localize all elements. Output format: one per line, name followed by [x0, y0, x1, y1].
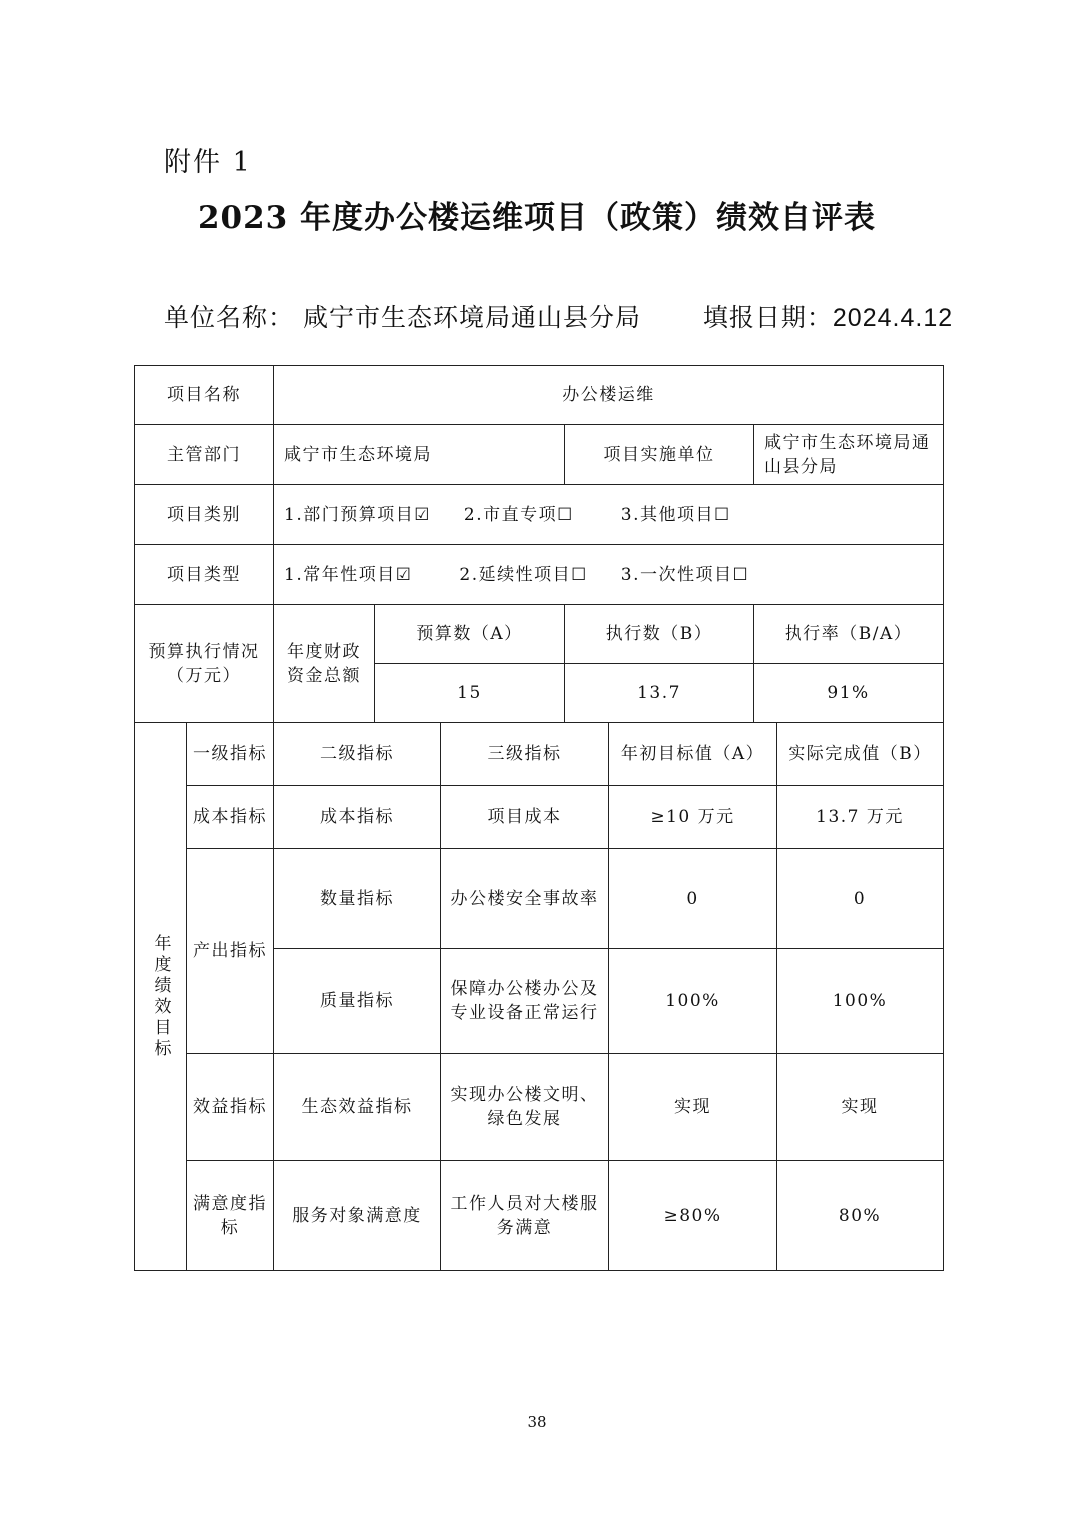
budget-col-rate: 执行率（B/A）	[754, 605, 944, 664]
evaluation-table	[134, 365, 944, 1271]
satisfaction-l3: 工作人员对大楼服务满意	[441, 1161, 609, 1271]
page-number: 38	[527, 1413, 547, 1431]
checked-box-icon[interactable]: ☑	[414, 504, 431, 525]
budget-col-b: 执行数（B）	[565, 605, 754, 664]
unchecked-box-icon[interactable]: ☐	[557, 504, 574, 525]
cost-l3: 项目成本	[441, 786, 609, 849]
quantity-l3: 办公楼安全事故率	[441, 849, 609, 949]
benefit-l3: 实现办公楼文明、绿色发展	[441, 1054, 609, 1161]
quantity-target: 0	[609, 849, 777, 949]
goals-header-actual: 实际完成值（B）	[777, 723, 944, 786]
goals-header-l2: 二级指标	[274, 723, 441, 786]
satisfaction-actual: 80%	[777, 1161, 944, 1271]
goals-header-l3: 三级指标	[441, 723, 609, 786]
impl-unit-label: 项目实施单位	[565, 425, 754, 485]
category-option-2: 2.市直专项	[463, 504, 558, 525]
type-option-3: 3.一次性项目	[620, 564, 733, 585]
satisfaction-target: ≥80%	[609, 1161, 777, 1271]
cost-l2: 成本指标	[274, 786, 441, 849]
benefit-l1: 效益指标	[187, 1054, 274, 1161]
cost-actual: 13.7 万元	[777, 786, 944, 849]
quality-l3: 保障办公楼办公及专业设备正常运行	[441, 949, 609, 1054]
quality-target: 100%	[609, 949, 777, 1054]
type-label: 项目类型	[135, 545, 274, 605]
category-option-1: 1.部门预算项目	[284, 504, 415, 525]
project-name-value: 办公楼运维	[274, 366, 944, 425]
dept-label: 主管部门	[135, 425, 274, 485]
budget-value-a: 15	[375, 664, 565, 723]
dept-value: 咸宁市生态环境局	[274, 425, 565, 485]
benefit-actual: 实现	[777, 1054, 944, 1161]
impl-unit-value: 咸宁市生态环境局通山县分局	[754, 425, 944, 485]
category-option-3: 3.其他项目	[620, 504, 715, 525]
checked-box-icon[interactable]: ☑	[395, 564, 413, 585]
type-option-2: 2.延续性项目	[459, 564, 572, 585]
quality-actual: 100%	[777, 949, 944, 1054]
satisfaction-l2: 服务对象满意度	[274, 1161, 441, 1271]
quality-l2: 质量指标	[274, 949, 441, 1054]
category-options	[274, 485, 944, 545]
date-value: 2024.4.12	[832, 304, 954, 332]
date-label: 填报日期：	[702, 303, 833, 332]
unit-label: 单位名称：	[164, 303, 295, 332]
benefit-l2: 生态效益指标	[274, 1054, 441, 1161]
quantity-actual: 0	[777, 849, 944, 949]
cost-l1: 成本指标	[187, 786, 274, 849]
project-name-label: 项目名称	[135, 366, 274, 425]
output-l1: 产出指标	[187, 849, 274, 1054]
category-label: 项目类别	[135, 485, 274, 545]
budget-value-b: 13.7	[565, 664, 754, 723]
budget-col-a: 预算数（A）	[375, 605, 565, 664]
unit-value: 咸宁市生态环境局通山县分局	[302, 303, 641, 332]
quantity-l2: 数量指标	[274, 849, 441, 949]
unchecked-box-icon[interactable]: ☐	[732, 564, 750, 585]
type-option-1: 1.常年性项目	[284, 564, 396, 585]
satisfaction-l1: 满意度指 标	[187, 1161, 274, 1271]
unit-info-line	[164, 298, 953, 334]
goals-side-cell	[135, 723, 187, 1271]
goals-side-label: 年度绩效目标	[150, 933, 171, 1060]
type-options	[274, 545, 944, 605]
cost-target: ≥10 万元	[609, 786, 777, 849]
unchecked-box-icon[interactable]: ☐	[714, 504, 731, 525]
attachment-label: 附件 1	[164, 147, 252, 178]
page-title: 2023 年度办公楼运维项目（政策）绩效自评表	[197, 200, 877, 236]
goals-header-l1: 一级指标	[187, 723, 274, 786]
unchecked-box-icon[interactable]: ☐	[571, 564, 588, 585]
goals-header-target: 年初目标值（A）	[609, 723, 777, 786]
budget-label: 预算执行情况（万元）	[135, 605, 274, 723]
budget-sub-label: 年度财政资金总额	[274, 605, 375, 723]
budget-value-rate: 91%	[754, 664, 944, 723]
benefit-target: 实现	[609, 1054, 777, 1161]
